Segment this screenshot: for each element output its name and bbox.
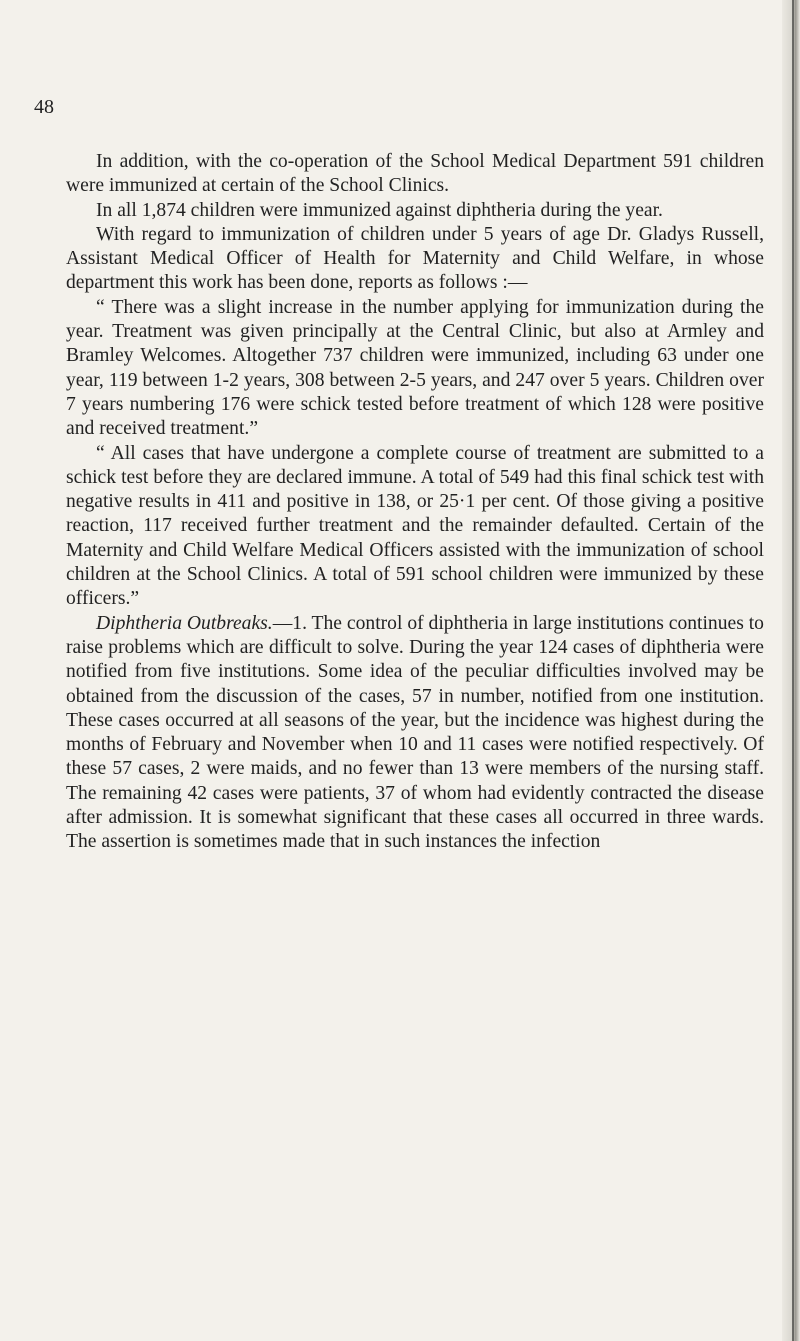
paragraph-quote-increase-text: “ There was a slight increase in the number applying for immunization during the year. Treatment was given principally at the Central Clinic, but also at Armley and Bramley Welcomes. Altogether 737 children were immunized, including 63 under one year, 119 between 1-2 years, 308 between 2-5 years, and 247 over 5 years. Children over 7 years numbering 176 were schick tested before treatment of which 128 were positive and received treatment.” [66, 296, 764, 440]
paragraph-total-immunized-text: In all 1,874 children were immunized against diphtheria during the year. [96, 199, 663, 221]
page-number: 48 [34, 96, 54, 118]
paragraph-under-five-text: With regard to immunization of children under 5 years of age Dr. Gladys Russell, Assistant Medical Officer of Health for Maternity and Child Welfare, in whose department this work has been done, reports as follows :— [66, 223, 764, 294]
paragraph-school-clinics-text: In addition, with the co-operation of the School Medical Department 591 children were immunized at certain of the School Clinics. [66, 151, 764, 197]
paragraph-quote-increase [66, 296, 764, 442]
outbreaks-heading: Diphtheria Outbreaks. [96, 612, 273, 634]
paragraph-quote-schick [66, 442, 764, 612]
paragraph-outbreaks [66, 612, 764, 855]
paragraph-school-clinics [66, 150, 764, 199]
paragraph-quote-schick-text: “ All cases that have undergone a complete course of treatment are submitted to a schick test before they are declared immune. A total of 549 had this final schick test with negative results in 411 and positive in 138, or 25·1 per cent. Of those giving a positive reaction, 117 received further treatment and the remainder defaulted. Certain of the Maternity and Child Welfare Medical Officers assisted with the immunization of school children at the School Clinics. A total of 591 school children were immunized by these officers.” [66, 442, 764, 610]
paragraph-under-five [66, 223, 764, 296]
page-edge-shadow [782, 0, 800, 1341]
outbreaks-body: —1. The control of diphtheria in large institutions continues to raise problems which are difficult to solve. During the year 124 cases of diphtheria were notified from five institutions. Some idea of the peculiar difficulties involved may be obtained from the discussion of the cases, 57 in number, notified from one institution. These cases occurred at all seasons of the year, but the incidence was highest during the months of February and November when 10 and 11 cases were notified respectively. Of these 57 cases, 2 were maids, and no fewer than 13 were members of the nursing staff. The remaining 42 cases were patients, 37 of whom had evidently contracted the disease after admission. It is somewhat significant that these cases all occurred in three wards. The assertion is sometimes made that in such instances the infection [66, 612, 764, 853]
page-edge-line [792, 0, 794, 1341]
body-text [66, 150, 764, 855]
paragraph-total-immunized [66, 199, 764, 223]
